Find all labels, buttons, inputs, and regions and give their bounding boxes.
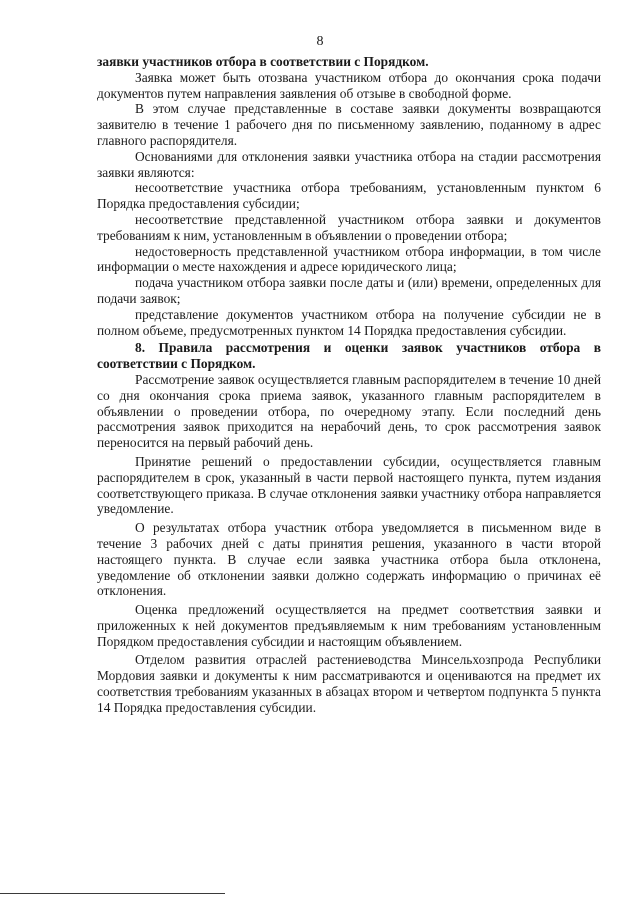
paragraph-continuation-heading: заявки участников отбора в соответствии с Порядком.: [97, 54, 429, 69]
list-item-ground-4: подача участником отбора заявки после даты и (или) времени, определенных для подачи заявок;: [97, 275, 601, 306]
paragraph-withdrawal: Заявка может быть отозвана участником отбора до окончания срока подачи документов путем направления заявления об отзыве в свободной форме.: [97, 69, 601, 101]
page-number: 8: [316, 34, 324, 49]
document-body: [97, 54, 601, 716]
paragraph-return-documents: В этом случае представленные в составе заявки документы возвращаются заявителю в течение 1 рабочего дня по письменному заявлению, поданному в адрес главного распорядителя.: [97, 101, 601, 148]
paragraph-evaluation: Оценка предложений осуществляется на предмет соответствия заявки и приложенных к ней документов предъявляемым к ним требованиям установленным Порядком предоставления субсидии и настоящим объявлением.: [97, 602, 601, 649]
list-item-ground-1: несоответствие участника отбора требованиям, установленным пунктом 6 Порядка предоставления субсидии;: [97, 180, 601, 212]
list-item-ground-3: недостоверность представленной участником отбора информации, в том числе информации о месте нахождения и адресе юридического лица;: [97, 243, 601, 275]
paragraph-notification: О результатах отбора участник отбора уведомляется в письменном виде в течение 3 рабочих дней с даты принятия решения, указанного в части второй настоящего пункта. В случае если заявка участника отбора была отклонена, уведомление об отклонении заявки должно содержать информацию о причинах её отклонения.: [97, 520, 601, 599]
list-item-ground-2: несоответствие представленной участником отбора заявки и документов требованиям к ним, установленным в объявлении о проведении отбора;: [97, 211, 601, 243]
paragraph-decision: Принятие решений о предоставлении субсидии, осуществляется главным распорядителем в срок, указанный в части первой настоящего пункта, путем издания соответствующего приказа. В случае отклонения заявки участнику отбора направляется уведомление.: [97, 453, 601, 517]
paragraph-department-review: Отделом развития отраслей растениеводства Минсельхозпрода Республики Мордовия заявки и документы к ним рассматриваются и оцениваются на предмет их соответствия требованиям указанных в абзацах втором и четвертом подпункта 5 пункта 14 Порядка предоставления субсидии.: [97, 652, 601, 715]
footer-divider: [0, 893, 225, 894]
section-heading-8: 8. Правила рассмотрения и оценки заявок участников отбора в соответствии с Порядком.: [97, 340, 601, 372]
list-item-ground-5: представление документов участником отбора на получение субсидии не в полном объеме, предусмотренных пунктом 14 Порядка предоставления субсидии.: [97, 306, 601, 338]
paragraph-rejection-grounds: Основаниями для отклонения заявки участника отбора на стадии рассмотрения заявки являются:: [97, 148, 601, 180]
paragraph-review-period: Рассмотрение заявок осуществляется главным распорядителем в течение 10 дней со дня окончания срока приема заявок, указанного главным распорядителем в объявлении о проведении отбора, по очередному этапу. Если последний день рассмотрения заявок приходится на нерабочий день, то срок рассмотрения заявок переносится на первый рабочий день.: [97, 371, 601, 451]
